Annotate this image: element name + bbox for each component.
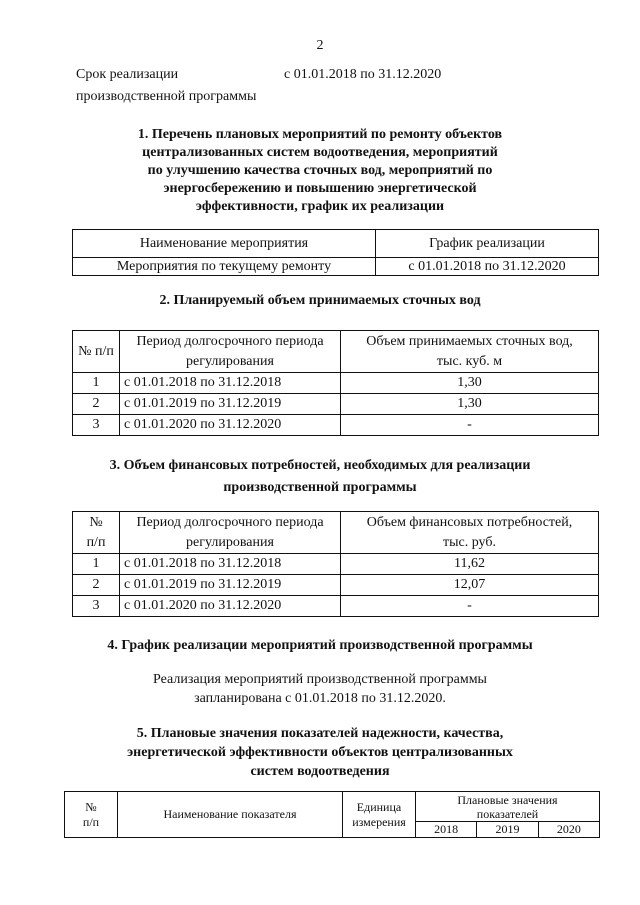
year-2019-header: 2019: [477, 822, 538, 838]
term-value: с 01.01.2018 по 31.12.2020: [284, 67, 442, 82]
section1-heading-line: по улучшению качества сточных вод, мероприятий по: [147, 163, 493, 178]
row-value: 1,30: [341, 373, 599, 394]
row-num: 3: [73, 596, 120, 617]
section5-heading: [0, 724, 640, 781]
activities-table: [72, 229, 599, 276]
header-line: п/п: [82, 814, 100, 829]
section3-heading-line: 3. Объем финансовых потребностей, необходимых для реализации: [109, 458, 531, 473]
term-label-line1: Срок реализации: [76, 67, 179, 82]
header-line: Период долгосрочного периода: [136, 333, 324, 349]
header-line: №: [89, 514, 103, 530]
section1-heading-line: 1. Перечень плановых мероприятий по ремонту объектов: [137, 127, 503, 142]
section1-heading: [0, 126, 640, 216]
wastewater-header-period: [120, 331, 341, 373]
row-value: 11,62: [341, 554, 599, 575]
year-2020-header: 2020: [538, 822, 599, 838]
financial-table: [72, 511, 599, 617]
row-value: -: [341, 415, 599, 436]
header-line: регулирования: [186, 353, 274, 369]
indicators-header-planned: [416, 792, 600, 822]
row-num: 2: [73, 575, 120, 596]
wastewater-table: [72, 330, 599, 436]
header-line: тыс. куб. м: [436, 353, 503, 369]
row-num: 2: [73, 394, 120, 415]
row-period: с 01.01.2020 по 31.12.2020: [120, 415, 341, 436]
activities-header-schedule: График реализации: [376, 230, 599, 258]
section4-text-line: Реализация мероприятий производственной программы: [153, 672, 487, 687]
wastewater-header-volume: [341, 331, 599, 373]
header-line: Период долгосрочного периода: [136, 514, 324, 530]
section4-text-line: запланирована с 01.01.2018 по 31.12.2020.: [194, 691, 446, 706]
financial-header-num: [73, 512, 120, 554]
table-row: [73, 575, 599, 596]
table-row: [73, 554, 599, 575]
section1-heading-line: энергосбережению и повышению энергетической: [163, 181, 477, 196]
header-line: №: [85, 799, 97, 814]
header-line: измерения: [352, 814, 406, 829]
indicators-header-num: [65, 792, 118, 838]
table-row: [73, 373, 599, 394]
row-value: 1,30: [341, 394, 599, 415]
indicators-header-unit: [343, 792, 416, 838]
year-2018-header: 2018: [416, 822, 477, 838]
section3-heading-line: производственной программы: [223, 480, 417, 495]
section3-heading: [0, 455, 640, 499]
row-period: с 01.01.2018 по 31.12.2018: [120, 373, 341, 394]
table-row: [73, 394, 599, 415]
header-line: Единица: [356, 799, 402, 814]
section2-heading: 2. Планируемый объем принимаемых сточных вод: [159, 293, 481, 308]
row-num: 1: [73, 554, 120, 575]
row-num: 3: [73, 415, 120, 436]
term-label-line2: производственной программы: [76, 89, 257, 104]
header-line: Объем принимаемых сточных вод,: [366, 333, 573, 349]
row-num: 1: [73, 373, 120, 394]
header-line: Плановые значения: [457, 792, 558, 807]
page-number: 2: [316, 38, 324, 53]
row-period: с 01.01.2020 по 31.12.2020: [120, 596, 341, 617]
financial-header-period: [120, 512, 341, 554]
section5-heading-line: 5. Плановые значения показателей надежности, качества,: [136, 726, 504, 741]
row-period: с 01.01.2019 по 31.12.2019: [120, 575, 341, 596]
section5-heading-line: систем водоотведения: [250, 764, 390, 779]
row-period: с 01.01.2018 по 31.12.2018: [120, 554, 341, 575]
header-line: показателей: [476, 806, 539, 821]
header-line: тыс. руб.: [443, 534, 496, 550]
section1-heading-line: централизованных систем водоотведения, мероприятий: [142, 145, 498, 160]
activities-cell-name: Мероприятия по текущему ремонту: [73, 258, 376, 276]
header-line: Объем финансовых потребностей,: [366, 514, 573, 530]
indicators-header-name: Наименование показателя: [118, 792, 343, 838]
section4-heading: 4. График реализации мероприятий производственной программы: [107, 638, 533, 653]
row-value: -: [341, 596, 599, 617]
row-value: 12,07: [341, 575, 599, 596]
section5-heading-line: энергетической эффективности объектов централизованных: [127, 745, 513, 760]
activities-cell-schedule: с 01.01.2018 по 31.12.2020: [376, 258, 599, 276]
table-row: [73, 258, 599, 276]
activities-header-name: Наименование мероприятия: [73, 230, 376, 258]
section4-text: [0, 670, 640, 708]
wastewater-header-num: № п/п: [73, 331, 120, 373]
term-label: [76, 64, 256, 108]
table-row: [73, 596, 599, 617]
header-line: п/п: [86, 534, 106, 550]
section1-heading-line: эффективности, график их реализации: [195, 199, 445, 214]
indicators-table: [64, 791, 600, 838]
table-row: [73, 415, 599, 436]
header-line: регулирования: [186, 534, 274, 550]
row-period: с 01.01.2019 по 31.12.2019: [120, 394, 341, 415]
financial-header-amount: [341, 512, 599, 554]
